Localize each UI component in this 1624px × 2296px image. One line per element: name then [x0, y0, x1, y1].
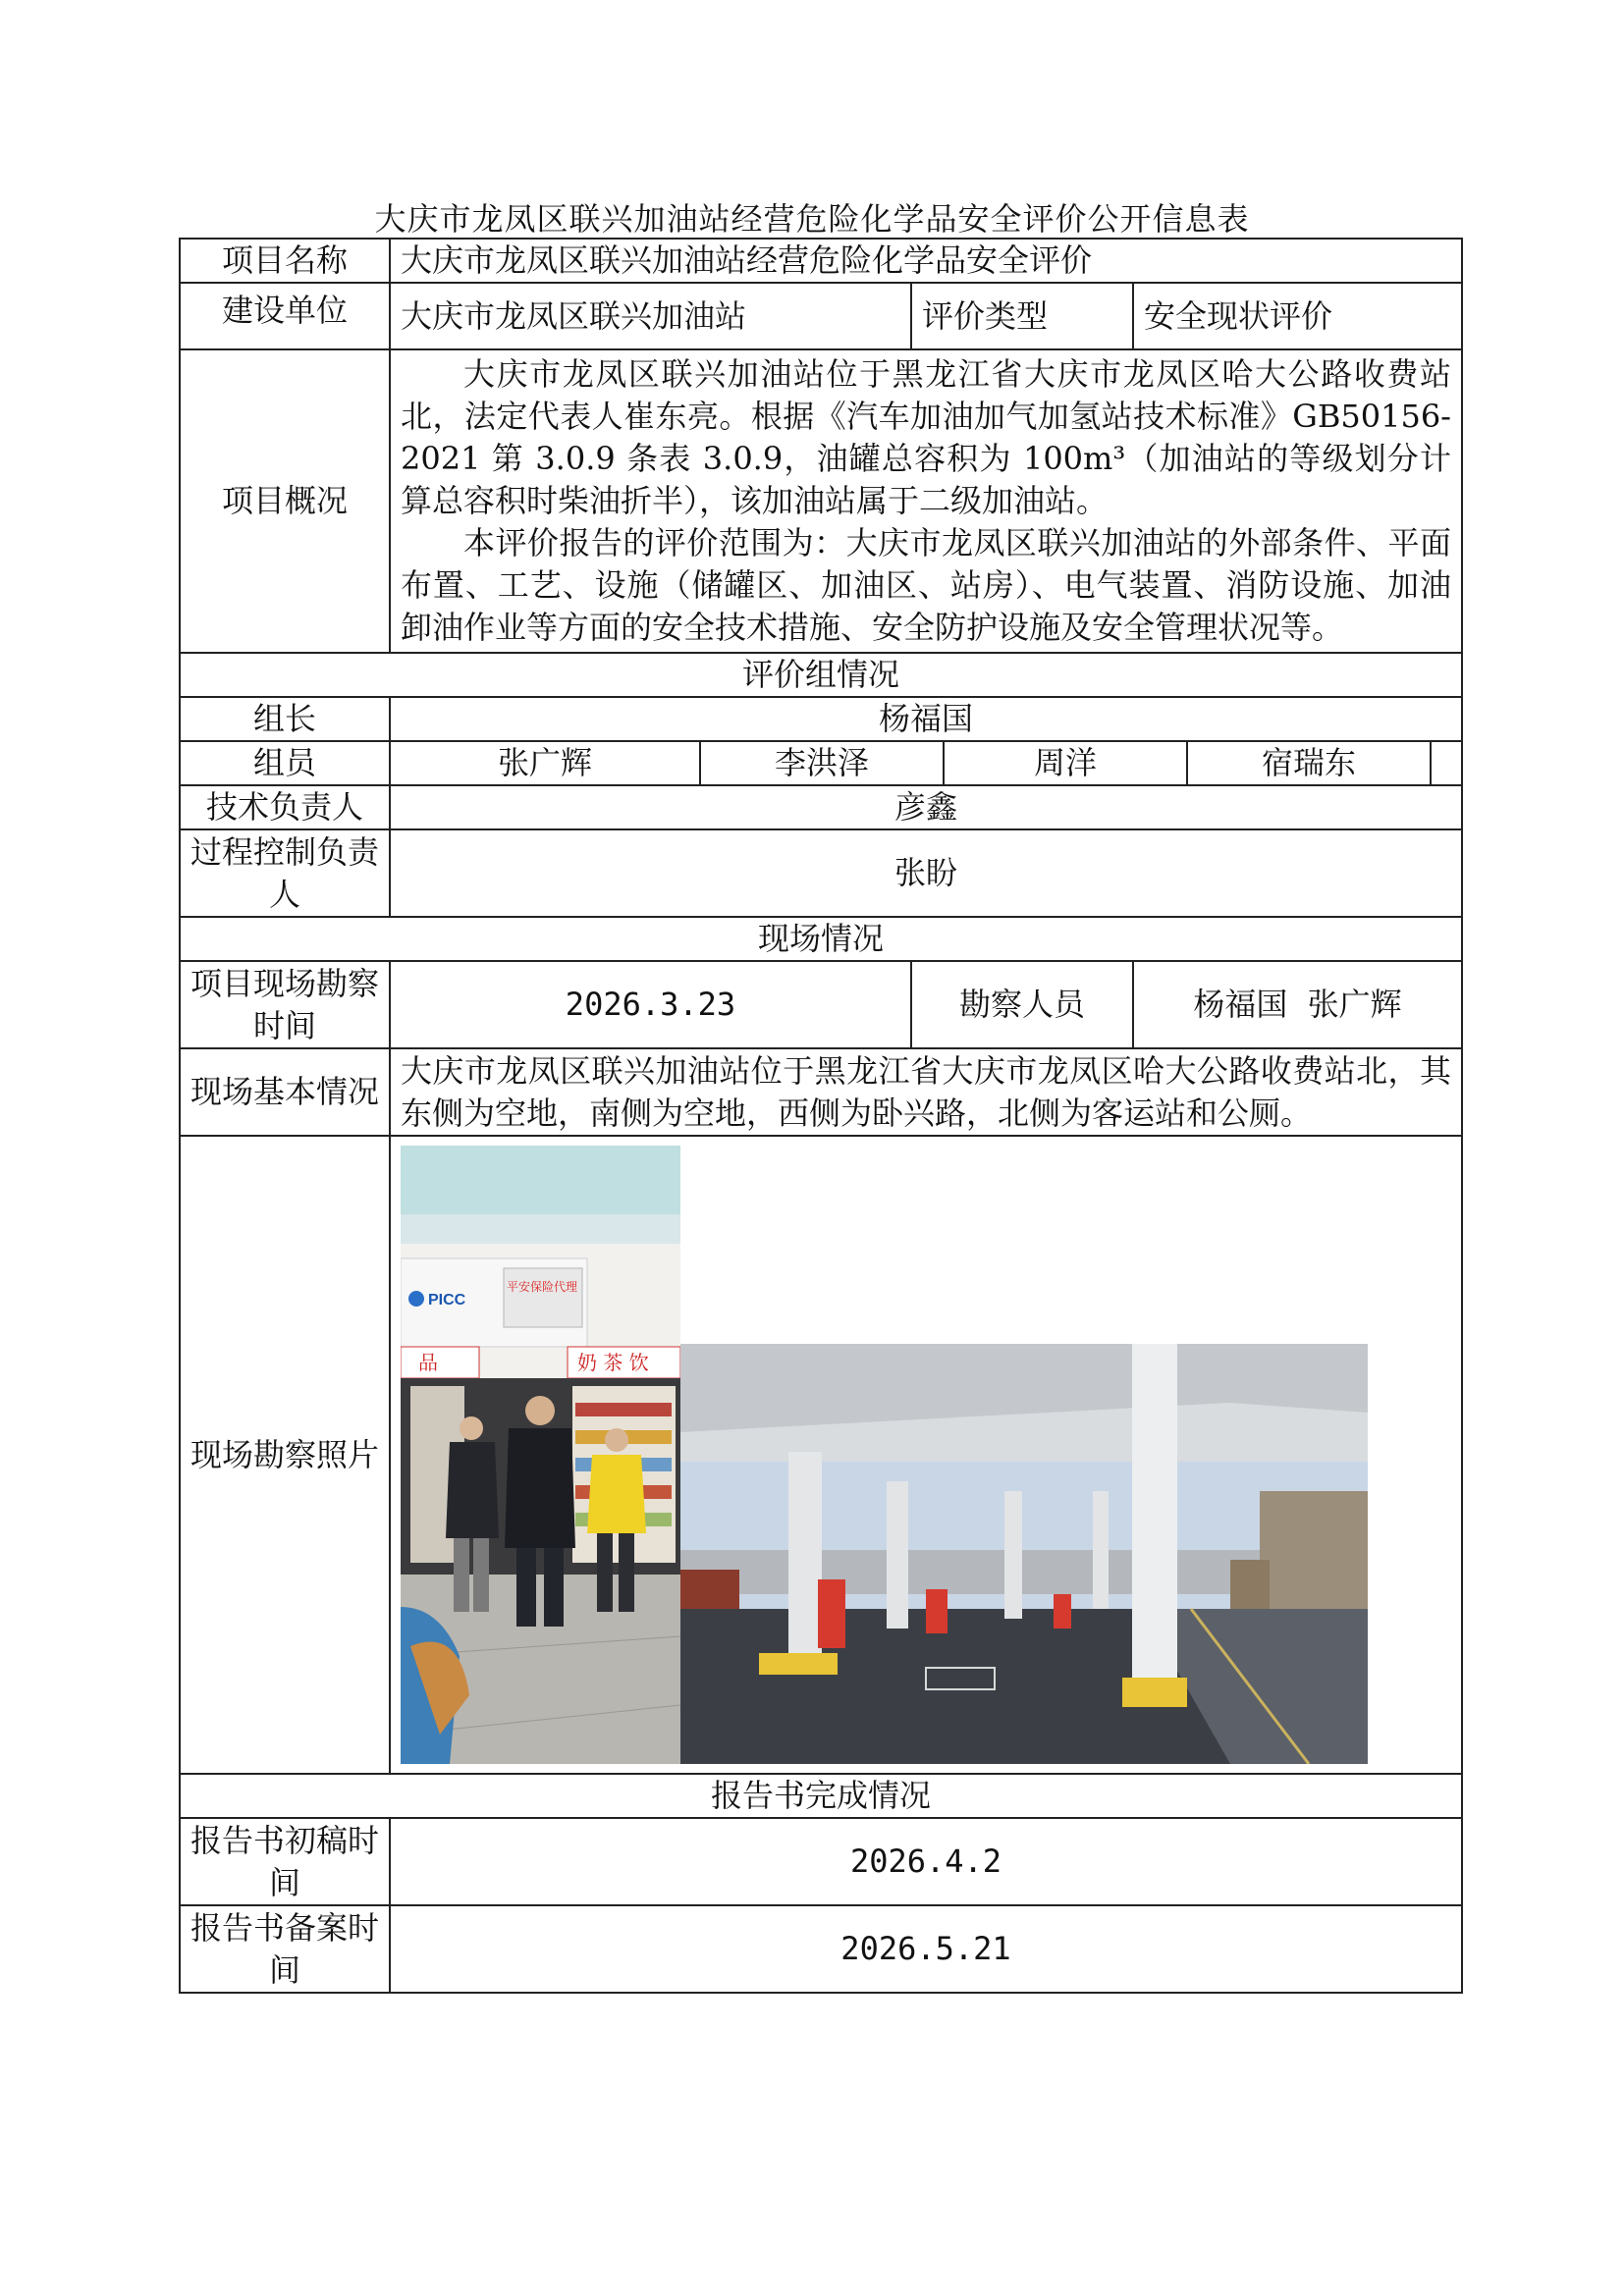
eval-type-value: 安全现状评价: [1133, 283, 1462, 349]
leader-label: 组长: [180, 697, 390, 741]
process-lead-value: 张盼: [390, 829, 1462, 917]
sign-ping-an: 平安保险代理: [507, 1280, 578, 1294]
row-site-basic: [180, 1048, 1462, 1136]
row-project-name: [180, 239, 1462, 283]
surveyor-label: 勘察人员: [911, 961, 1133, 1048]
row-tech-lead: [180, 785, 1462, 829]
sign-pin: 品: [418, 1351, 438, 1374]
members-cell: [390, 741, 1462, 785]
page-title: 大庆市龙凤区联兴加油站经营危险化学品安全评价公开信息表: [374, 200, 1250, 238]
row-site-section: [180, 917, 1462, 961]
construction-unit-label: 建设单位: [180, 283, 390, 349]
info-table: [179, 238, 1463, 1994]
overview-content: [390, 349, 1462, 653]
overview-paragraph-1: 大庆市龙凤区联兴加油站位于黑龙江省大庆市龙凤区哈大公路收费站北，法定代表人崔东亮。根据《汽车加油加气加氢站技术标准》GB50156-2021 第 3.0.9 条表 3.0.9，油罐总容积为 100m³（加油站的等级划分计算总容积时柴油折半），该加油站属于二级加油站。: [401, 355, 1451, 519]
member-name: [1431, 742, 1461, 784]
eval-type-label: 评价类型: [911, 283, 1133, 349]
draft-time-label: 报告书初稿时间: [180, 1818, 390, 1905]
member-name: 宿瑞东: [1187, 742, 1431, 784]
site-basic-label: 现场基本情况: [180, 1048, 390, 1136]
row-construction-unit: [180, 283, 1462, 349]
site-section-header: 现场情况: [180, 917, 1462, 961]
overview-paragraph-2: 本评价报告的评价范围为：大庆市龙凤区联兴加油站的外部条件、平面布置、工艺、设施（储罐区、加油区、站房）、电气装置、消防设施、加油卸油作业等方面的安全技术措施、安全防护设施及安全管理状况等。: [401, 524, 1451, 646]
row-draft-time: [180, 1818, 1462, 1905]
sign-picc: PICC: [428, 1292, 466, 1308]
project-name-value: 大庆市龙凤区联兴加油站经营危险化学品安全评价: [390, 239, 1462, 283]
member-name: 李洪泽: [700, 742, 944, 784]
row-team-section: [180, 653, 1462, 697]
row-report-section: [180, 1774, 1462, 1818]
row-members: [180, 741, 1462, 785]
site-photos-label: 现场勘察照片: [180, 1136, 390, 1774]
filing-time-label: 报告书备案时间: [180, 1905, 390, 1993]
site-photos-cell: [390, 1136, 1462, 1774]
survey-time-label: 项目现场勘察时间: [180, 961, 390, 1048]
leader-value: 杨福国: [390, 697, 1462, 741]
row-filing-time: [180, 1905, 1462, 1993]
process-lead-label: 过程控制负责人: [180, 829, 390, 917]
members-label: 组员: [180, 741, 390, 785]
row-survey-time: [180, 961, 1462, 1048]
row-leader: [180, 697, 1462, 741]
row-process-lead: [180, 829, 1462, 917]
surveyor-value: 杨福国 张广辉: [1133, 961, 1462, 1048]
member-name: 张广辉: [391, 742, 700, 784]
survey-time-value: 2026.3.23: [390, 961, 911, 1048]
tech-lead-value: 彦鑫: [390, 785, 1462, 829]
project-name-label: 项目名称: [180, 239, 390, 283]
sign-milk-tea: 奶 茶 饮: [577, 1351, 649, 1374]
site-photo-store: [401, 1146, 680, 1764]
members-grid: [391, 742, 1461, 784]
draft-time-value: 2026.4.2: [390, 1818, 1462, 1905]
overview-label: 项目概况: [180, 349, 390, 653]
site-basic-value: 大庆市龙凤区联兴加油站位于黑龙江省大庆市龙凤区哈大公路收费站北，其东侧为空地，南侧为空地，西侧为卧兴路，北侧为客运站和公厕。: [390, 1048, 1462, 1136]
team-section-header: 评价组情况: [180, 653, 1462, 697]
tech-lead-label: 技术负责人: [180, 785, 390, 829]
row-overview: [180, 349, 1462, 653]
filing-time-value: 2026.5.21: [390, 1905, 1462, 1993]
site-photo-forecourt: [680, 1344, 1368, 1764]
report-section-header: 报告书完成情况: [180, 1774, 1462, 1818]
photos-container: [401, 1146, 1368, 1764]
construction-unit-value: 大庆市龙凤区联兴加油站: [390, 283, 911, 349]
row-site-photos: [180, 1136, 1462, 1774]
member-name: 周洋: [944, 742, 1187, 784]
